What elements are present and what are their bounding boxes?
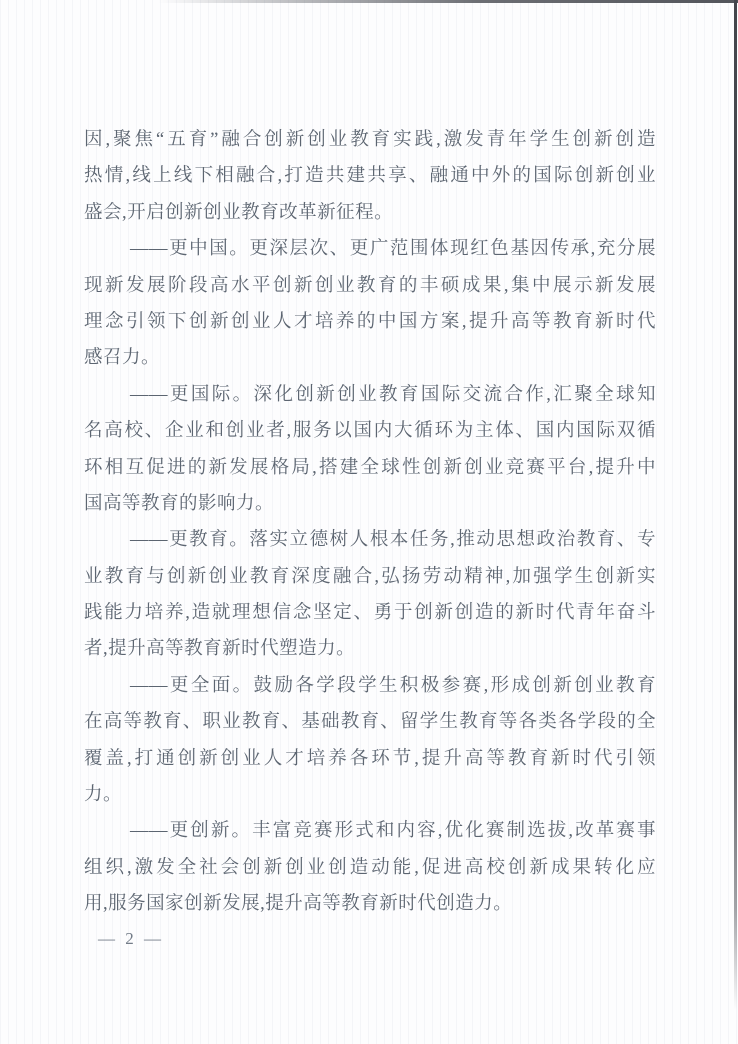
- text-line: 感召力。: [84, 348, 161, 369]
- text-line: 力。: [84, 785, 123, 806]
- paragraph: [84, 668, 656, 814]
- text-line: 国高等教育的影响力。: [84, 493, 275, 514]
- page-number: — 2 —: [98, 929, 164, 948]
- text-line: ——更创新。丰富竞赛形式和内容,优化赛制选拔,改革赛事: [130, 821, 656, 842]
- scan-artifact-top-edge: [158, 0, 738, 3]
- text-line: ——更全面。鼓励各学段学生积极参赛,形成创新创业教育: [130, 675, 656, 696]
- text-line: 覆盖,打通创新创业人才培养各环节,提升高等教育新时代引领: [84, 748, 656, 769]
- paragraph: [84, 122, 656, 231]
- text-line: 者,提升高等教育新时代塑造力。: [84, 639, 356, 660]
- text-line: 环相互促进的新发展格局,搭建全球性创新创业竞赛平台,提升中: [84, 457, 656, 478]
- text-line: 现新发展阶段高水平创新创业教育的丰硕成果,集中展示新发展: [84, 275, 656, 296]
- text-line: 组织,激发全社会创新创业创造动能,促进高校创新成果转化应: [84, 857, 656, 878]
- paragraph: [84, 813, 656, 922]
- text-line: 业教育与创新创业教育深度融合,弘扬劳动精神,加强学生创新实: [84, 566, 656, 587]
- paragraph: [84, 377, 656, 523]
- text-line: 因,聚焦“五育”融合创新创业教育实践,激发青年学生创新创造: [84, 130, 656, 150]
- text-line: 名高校、企业和创业者,服务以国内大循环为主体、国内国际双循: [84, 421, 656, 442]
- scan-artifact-right-edge: [734, 0, 737, 1010]
- text-line: ——更教育。落实立德树人根本任务,推动思想政治教育、专: [130, 530, 656, 551]
- text-line: 用,服务国家创新发展,提升高等教育新时代创造力。: [84, 894, 513, 915]
- paragraph: [84, 231, 656, 377]
- text-line: 理念引领下创新创业人才培养的中国方案,提升高等教育新时代: [84, 311, 656, 332]
- text-line: 盛会,开启创新创业教育改革新征程。: [84, 202, 394, 223]
- document-body-text: [84, 122, 656, 923]
- text-line: 在高等教育、职业教育、基础教育、留学生教育等各类各学段的全: [84, 712, 656, 733]
- text-line: 热情,线上线下相融合,打造共建共享、融通中外的国际创新创业: [84, 166, 656, 187]
- text-line: ——更中国。更深层次、更广范围体现红色基因传承,充分展: [130, 239, 656, 260]
- text-line: 践能力培养,造就理想信念坚定、勇于创新创造的新时代青年奋斗: [84, 603, 656, 624]
- text-line: ——更国际。深化创新创业教育国际交流合作,汇聚全球知: [130, 384, 656, 405]
- paragraph: [84, 522, 656, 668]
